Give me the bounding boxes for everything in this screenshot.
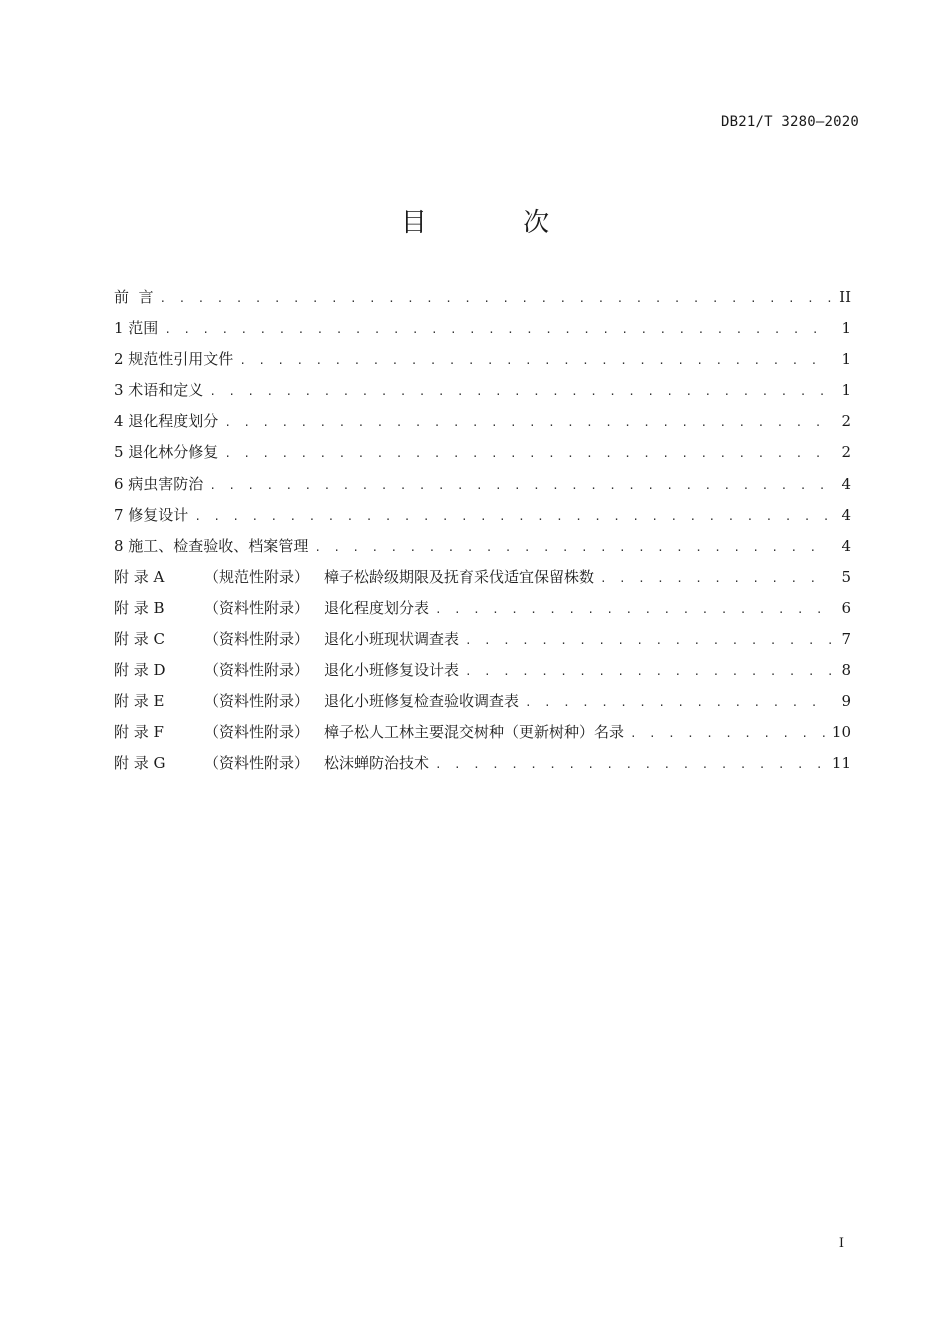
dot-leader — [224, 443, 831, 465]
appendix-prefix: 附 录 A — [114, 567, 165, 586]
toc-entry-page: 1 — [841, 381, 851, 400]
appendix-title: 樟子松人工林主要混交树种（更新树种）名录 — [324, 723, 625, 742]
toc-entry-page: 9 — [841, 692, 851, 711]
toc-entry-label — [114, 566, 594, 588]
toc-entry-page: 7 — [841, 630, 851, 649]
appendix-kind: （规范性附录） — [204, 567, 310, 586]
dot-leader — [600, 568, 831, 590]
toc-entry-page: 4 — [841, 505, 851, 524]
toc-entry-terms-definitions[interactable] — [114, 379, 851, 410]
appendix-title: 退化小班修复设计表 — [324, 661, 460, 680]
appendix-prefix: 附 录 G — [114, 754, 166, 773]
toc-entry-degradation-classification[interactable] — [114, 410, 851, 441]
toc-entry-label: 2 规范性引用文件 — [114, 350, 234, 369]
toc-entry-appendix-b[interactable] — [114, 597, 851, 628]
appendix-prefix: 附 录 C — [114, 630, 166, 649]
dot-leader — [465, 661, 831, 683]
appendix-prefix: 附 录 B — [114, 598, 165, 617]
appendix-title: 退化程度划分表 — [324, 598, 430, 617]
dot-leader — [224, 412, 831, 434]
appendix-title: 樟子松龄级期限及抚育采伐适宜保留株数 — [324, 567, 595, 586]
dot-leader — [194, 506, 831, 528]
toc-entry-appendix-f[interactable] — [114, 721, 851, 752]
toc-entry-stand-restoration[interactable] — [114, 441, 851, 472]
appendix-prefix: 附 录 E — [114, 692, 165, 711]
dot-leader — [630, 723, 826, 745]
appendix-title: 退化小班修复检查验收调查表 — [324, 692, 520, 711]
appendix-title: 退化小班现状调查表 — [324, 630, 460, 649]
appendix-kind: （资料性附录） — [204, 692, 310, 711]
document-code: DB21/T 3280—2020 — [720, 114, 859, 130]
toc-entry-page: II — [839, 288, 851, 306]
dot-leader — [525, 692, 831, 714]
appendix-kind: （资料性附录） — [204, 598, 310, 617]
toc-entry-pest-control[interactable] — [114, 473, 851, 504]
toc-entry-page: 4 — [841, 474, 851, 493]
toc-entry-page: 1 — [841, 319, 851, 338]
toc-entry-label — [114, 752, 429, 774]
toc-entry-foreword[interactable] — [114, 286, 851, 317]
appendix-kind: （资料性附录） — [204, 723, 310, 742]
toc-entry-label — [114, 659, 459, 681]
toc-entry-page: 6 — [841, 598, 851, 617]
dot-leader — [239, 350, 831, 372]
table-of-contents — [114, 286, 851, 784]
toc-entry-scope[interactable] — [114, 317, 851, 348]
toc-entry-appendix-a[interactable] — [114, 566, 851, 597]
toc-entry-label: 4 退化程度划分 — [114, 412, 219, 431]
dot-leader — [164, 319, 831, 341]
toc-entry-label — [114, 721, 624, 743]
appendix-kind: （资料性附录） — [204, 754, 310, 773]
dot-leader — [314, 537, 831, 559]
appendix-prefix: 附 录 F — [114, 723, 164, 742]
page-number: I — [838, 1236, 844, 1251]
appendix-title: 松沫蝉防治技术 — [324, 754, 430, 773]
toc-entry-label: 前 言 — [114, 288, 154, 306]
toc-entry-label — [114, 690, 519, 712]
toc-entry-page: 2 — [841, 443, 851, 462]
toc-entry-label: 7 修复设计 — [114, 505, 189, 524]
toc-entry-label — [114, 628, 459, 650]
toc-entry-page: 1 — [841, 350, 851, 369]
page-title: 目 次 — [400, 208, 594, 238]
toc-entry-page: 11 — [831, 754, 851, 773]
dot-leader — [435, 599, 831, 621]
dot-leader — [465, 630, 831, 652]
toc-entry-appendix-e[interactable] — [114, 690, 851, 721]
toc-entry-page: 5 — [841, 567, 851, 586]
toc-entry-label — [114, 597, 429, 619]
dot-leader — [435, 754, 826, 776]
toc-entry-appendix-c[interactable] — [114, 628, 851, 659]
toc-entry-label: 1 范围 — [114, 319, 159, 338]
toc-entry-label: 5 退化林分修复 — [114, 443, 219, 462]
toc-entry-appendix-d[interactable] — [114, 659, 851, 690]
toc-entry-restoration-design[interactable] — [114, 504, 851, 535]
dot-leader — [209, 475, 831, 497]
toc-entry-label: 6 病虫害防治 — [114, 474, 204, 493]
toc-entry-page: 4 — [841, 536, 851, 555]
appendix-prefix: 附 录 D — [114, 661, 166, 680]
dot-leader — [160, 288, 831, 310]
dot-leader — [209, 381, 831, 403]
toc-entry-label: 8 施工、检查验收、档案管理 — [114, 536, 309, 555]
toc-entry-label: 3 术语和定义 — [114, 381, 204, 400]
toc-entry-appendix-g[interactable] — [114, 752, 851, 783]
toc-entry-construction-acceptance[interactable] — [114, 535, 851, 566]
appendix-kind: （资料性附录） — [204, 630, 310, 649]
toc-entry-normative-references[interactable] — [114, 348, 851, 379]
toc-entry-page: 8 — [841, 661, 851, 680]
toc-entry-page: 2 — [841, 412, 851, 431]
toc-entry-page: 10 — [831, 723, 851, 742]
appendix-kind: （资料性附录） — [204, 661, 310, 680]
